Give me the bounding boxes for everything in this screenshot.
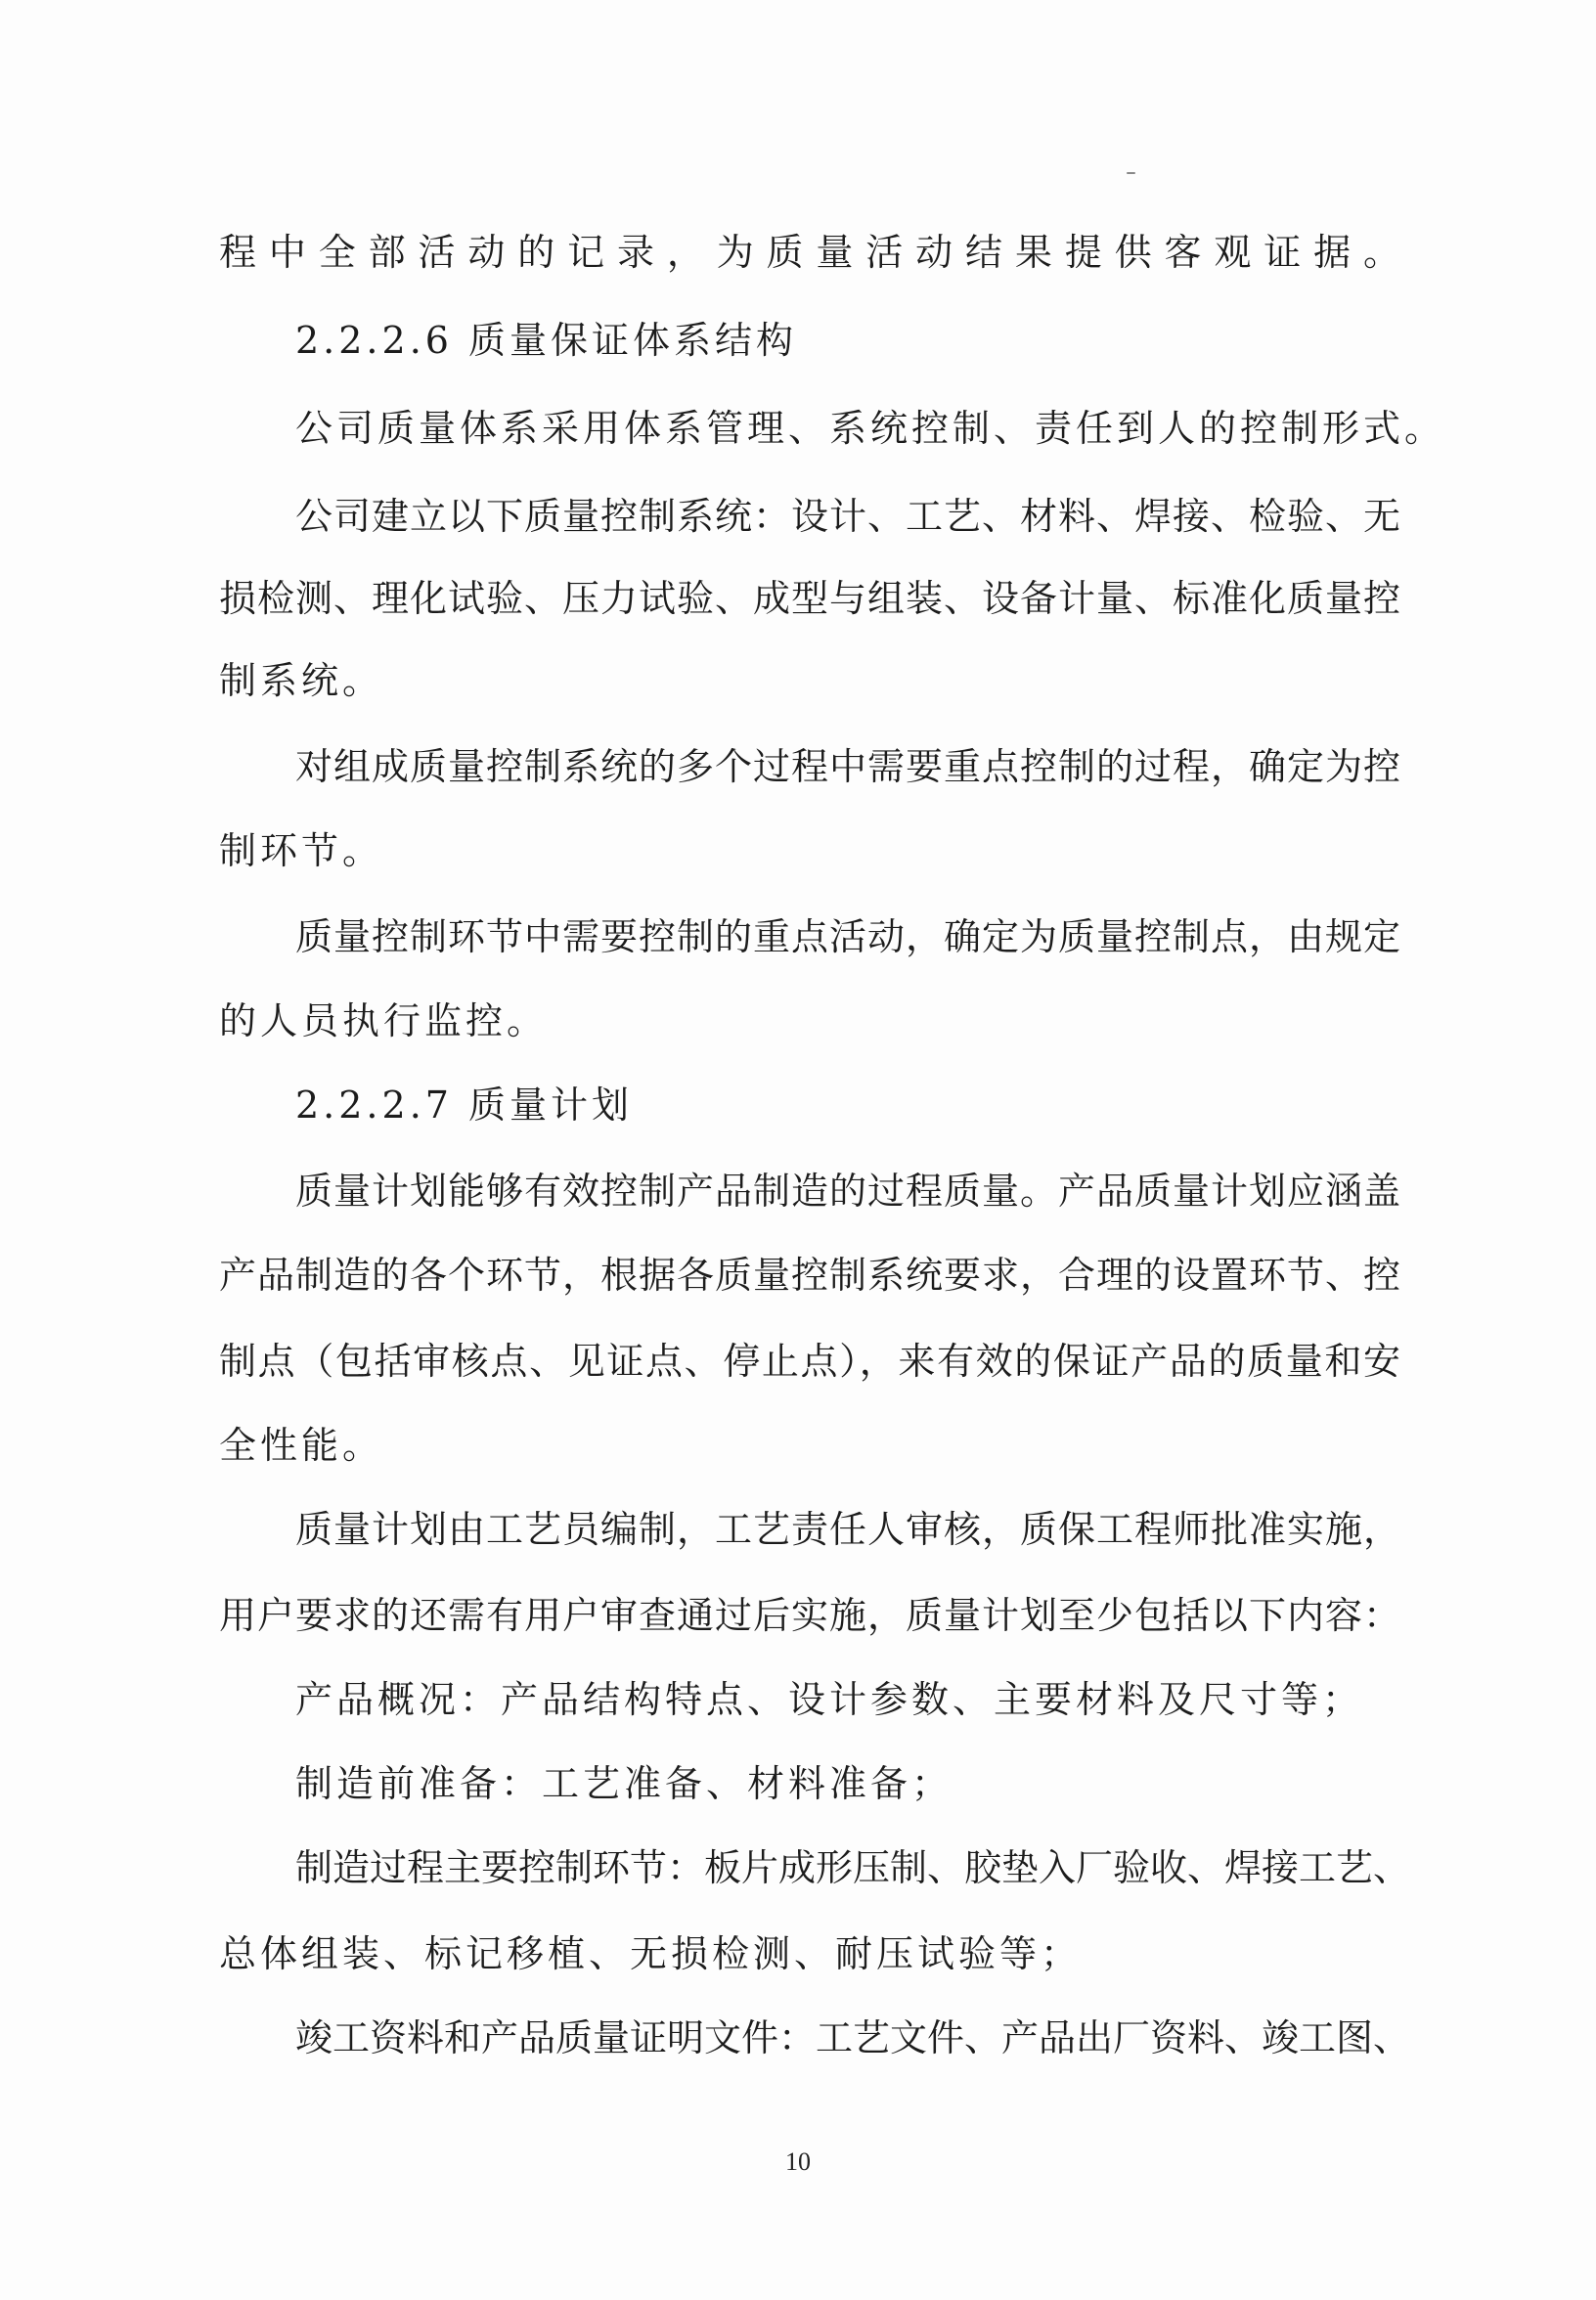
page-number: 10 (785, 2147, 811, 2176)
paragraph-line: 质量计划能够有效控制产品制造的过程质量。产品质量计划应涵盖 (295, 1170, 1400, 1213)
paragraph-line: 损检测、理化试验、压力试验、成型与组装、设备计量、标准化质量控 (219, 577, 1400, 620)
paragraph-line: 质量计划由工艺员编制，工艺责任人审核，质保工程师批准实施， (295, 1508, 1400, 1551)
section-heading-2-2-2-6: 2.2.2.6 质量保证体系结构 (295, 319, 798, 362)
paragraph-line: 制造过程主要控制环节：板片成形压制、胶垫入厂验收、焊接工艺、 (295, 1846, 1411, 1889)
paragraph-line: 公司建立以下质量控制系统：设计、工艺、材料、焊接、检验、无 (295, 495, 1400, 538)
paragraph-line: 用户要求的还需有用户审查通过后实施，质量计划至少包括以下内容： (219, 1594, 1400, 1637)
paragraph-line: 程中全部活动的记录，为质量活动结果提供客观证据。 (219, 231, 1400, 274)
paragraph-line: 总体组装、标记移植、无损检测、耐压试验等； (219, 1932, 1083, 1975)
paragraph-line: 对组成质量控制系统的多个过程中需要重点控制的过程，确定为控 (295, 745, 1400, 788)
paragraph-line: 产品制造的各个环节，根据各质量控制系统要求，合理的设置环节、控 (219, 1254, 1400, 1297)
paragraph-line: 质量控制环节中需要控制的重点活动，确定为质量控制点，由规定 (295, 915, 1400, 958)
paragraph-line: 全性能。 (219, 1424, 384, 1467)
paragraph-line: 制环节。 (219, 829, 384, 872)
section-heading-2-2-2-7: 2.2.2.7 质量计划 (295, 1084, 634, 1127)
paragraph-line: 的人员执行监控。 (219, 999, 549, 1042)
paragraph-line: 制点（包括审核点、见证点、停止点），来有效的保证产品的质量和安 (219, 1340, 1400, 1383)
scan-speck (1127, 172, 1135, 174)
paragraph-line: 制系统。 (219, 659, 384, 702)
paragraph-line: 产品概况：产品结构特点、设计参数、主要材料及尺寸等； (295, 1678, 1364, 1721)
paragraph-line: 竣工资料和产品质量证明文件：工艺文件、产品出厂资料、竣工图、 (295, 2016, 1411, 2059)
paragraph-line: 制造前准备：工艺准备、材料准备； (295, 1762, 953, 1805)
paragraph-line: 公司质量体系采用体系管理、系统控制、责任到人的控制形式。 (295, 407, 1446, 450)
